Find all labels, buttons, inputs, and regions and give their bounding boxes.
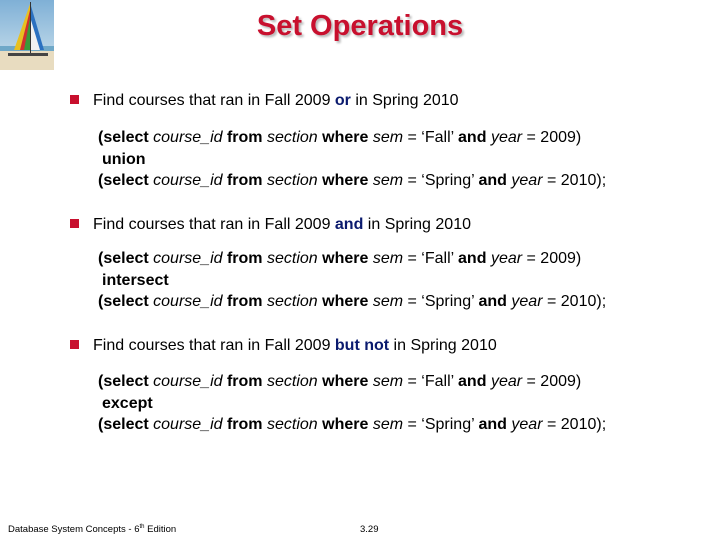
sql-line-2: (select course_id from section where sem = ‘Spring’ and year = 2010);	[98, 416, 607, 433]
page-title: Set Operations	[256, 10, 464, 42]
footer-page-number: 3.29	[360, 524, 379, 535]
bullet-item-except: Find courses that ran in Fall 2009 but not in Spring 2010	[70, 337, 497, 355]
sql-line-1: (select course_id from section where sem = ‘Fall’ and year = 2009)	[98, 373, 582, 390]
bullet-item-intersect: Find courses that ran in Fall 2009 and in Spring 2010	[70, 216, 471, 234]
sql-line-1: (select course_id from section where sem = ‘Fall’ and year = 2009)	[98, 129, 582, 146]
set-operator-union: union	[102, 150, 146, 168]
sql-line-2: (select course_id from section where sem = ‘Spring’ and year = 2010);	[98, 172, 607, 189]
sql-block-intersect	[98, 248, 606, 313]
keyword-and: and	[334, 216, 364, 233]
square-bullet-icon	[70, 340, 79, 349]
keyword-or: or	[334, 92, 351, 109]
set-operator-except: except	[102, 394, 153, 412]
square-bullet-icon	[70, 95, 79, 104]
sql-line-1: (select course_id from section where sem = ‘Fall’ and year = 2009)	[98, 250, 582, 267]
sql-line-2: (select course_id from section where sem = ‘Spring’ and year = 2010);	[98, 293, 607, 310]
footer-book-title: Database System Concepts - 6th Edition	[8, 524, 177, 536]
keyword-but-not: but not	[334, 337, 390, 354]
bullet-item-union: Find courses that ran in Fall 2009 or in Spring 2010	[70, 92, 459, 110]
sql-block-union	[98, 127, 606, 192]
square-bullet-icon	[70, 219, 79, 228]
set-operator-intersect: intersect	[102, 271, 169, 289]
sql-block-except	[98, 371, 606, 436]
